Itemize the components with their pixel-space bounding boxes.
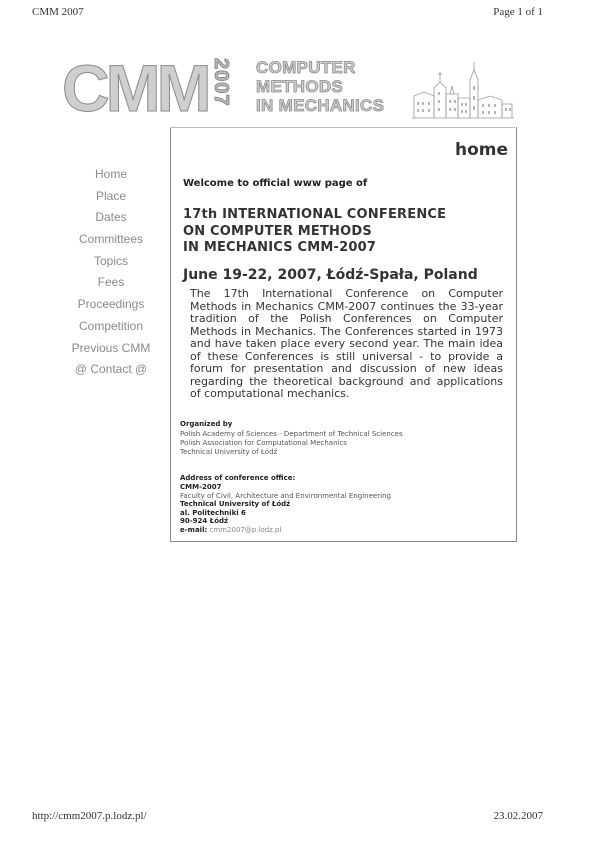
- conference-title: [183, 207, 446, 257]
- logo-title-line-1: COMPUTER: [256, 58, 356, 77]
- logo-year: [212, 58, 234, 120]
- logo-title-line-3: IN MECHANICS: [256, 96, 385, 115]
- address-line: 90-924 Łódź: [180, 517, 229, 526]
- organizers-list: [180, 430, 403, 456]
- nav-dates[interactable]: Dates: [95, 210, 127, 225]
- organized-by-label: Organized by: [180, 420, 233, 428]
- welcome-text: Welcome to official www page of: [183, 178, 368, 189]
- address-label: Address of conference office:: [180, 474, 296, 482]
- nav-committees[interactable]: Committees: [78, 232, 143, 247]
- conference-intro: The 17th International Conference on Computer Methods in Mechanics CMM-2007 continues the 33-year tradition of the Polish Conferences on Computer Methods in Mechanics. The Conferences started in 1973 and have taken place every second year. The main idea of these Conferences is still universal - to provide a forum for presentation and discussion of new ideas regarding the theoretical background and applications of computational mechanics.: [190, 287, 503, 400]
- organizer-item: Technical University of Łódź: [180, 447, 278, 456]
- nav-competition[interactable]: Competition: [78, 318, 144, 333]
- page-title: home: [454, 140, 508, 160]
- logo-title: [256, 58, 406, 115]
- logo-letters: CMM: [62, 51, 208, 125]
- conference-address: [180, 483, 391, 535]
- address-line: Faculty of Civil, Architecture and Environmental Engineering: [180, 491, 391, 500]
- print-header-page-number: Page 1 of 1: [493, 6, 543, 18]
- conference-title-line-1: 17th INTERNATIONAL CONFERENCE: [183, 207, 447, 222]
- print-footer: [32, 810, 543, 826]
- nav-proceedings[interactable]: Proceedings: [77, 297, 145, 312]
- email-label: e-mail:: [180, 525, 208, 534]
- nav-fees[interactable]: Fees: [97, 275, 125, 290]
- email-row: [180, 526, 391, 535]
- nav-previous-cmm[interactable]: Previous CMM: [71, 340, 151, 355]
- organizer-item: Polish Association for Computational Mechanics: [180, 438, 347, 447]
- address-line: al. Politechniki 6: [180, 508, 246, 517]
- address-line: CMM-2007: [180, 483, 222, 491]
- content-panel-divider: [170, 127, 515, 128]
- print-header: [32, 6, 543, 22]
- print-header-title: CMM 2007: [32, 6, 84, 18]
- nav-topics[interactable]: Topics: [93, 253, 128, 268]
- nav-home[interactable]: Home: [94, 167, 127, 181]
- organizer-item: Polish Academy of Sciences - Department of Technical Sciences: [180, 430, 403, 438]
- nav-place[interactable]: Place: [95, 188, 127, 203]
- nav-contact[interactable]: @ Contact @: [74, 362, 148, 377]
- print-footer-url: http://cmm2007.p.lodz.pl/: [32, 810, 147, 822]
- address-line: Technical University of Łódź: [180, 500, 291, 509]
- main-navigation: [60, 164, 162, 381]
- print-footer-date: 23.02.2007: [493, 810, 543, 822]
- logo-title-line-2: METHODS: [256, 77, 344, 96]
- conference-date-place: June 19-22, 2007, Łódź-Spała, Poland: [183, 267, 478, 283]
- logo-year-text: 2007: [210, 58, 232, 107]
- conference-title-line-3: IN MECHANICS CMM-2007: [183, 240, 377, 255]
- city-skyline-illustration: [410, 58, 516, 120]
- conference-title-line-2: ON COMPUTER METHODS: [183, 223, 372, 239]
- email-link[interactable]: cmm2007@p.lodz.pl: [209, 525, 282, 534]
